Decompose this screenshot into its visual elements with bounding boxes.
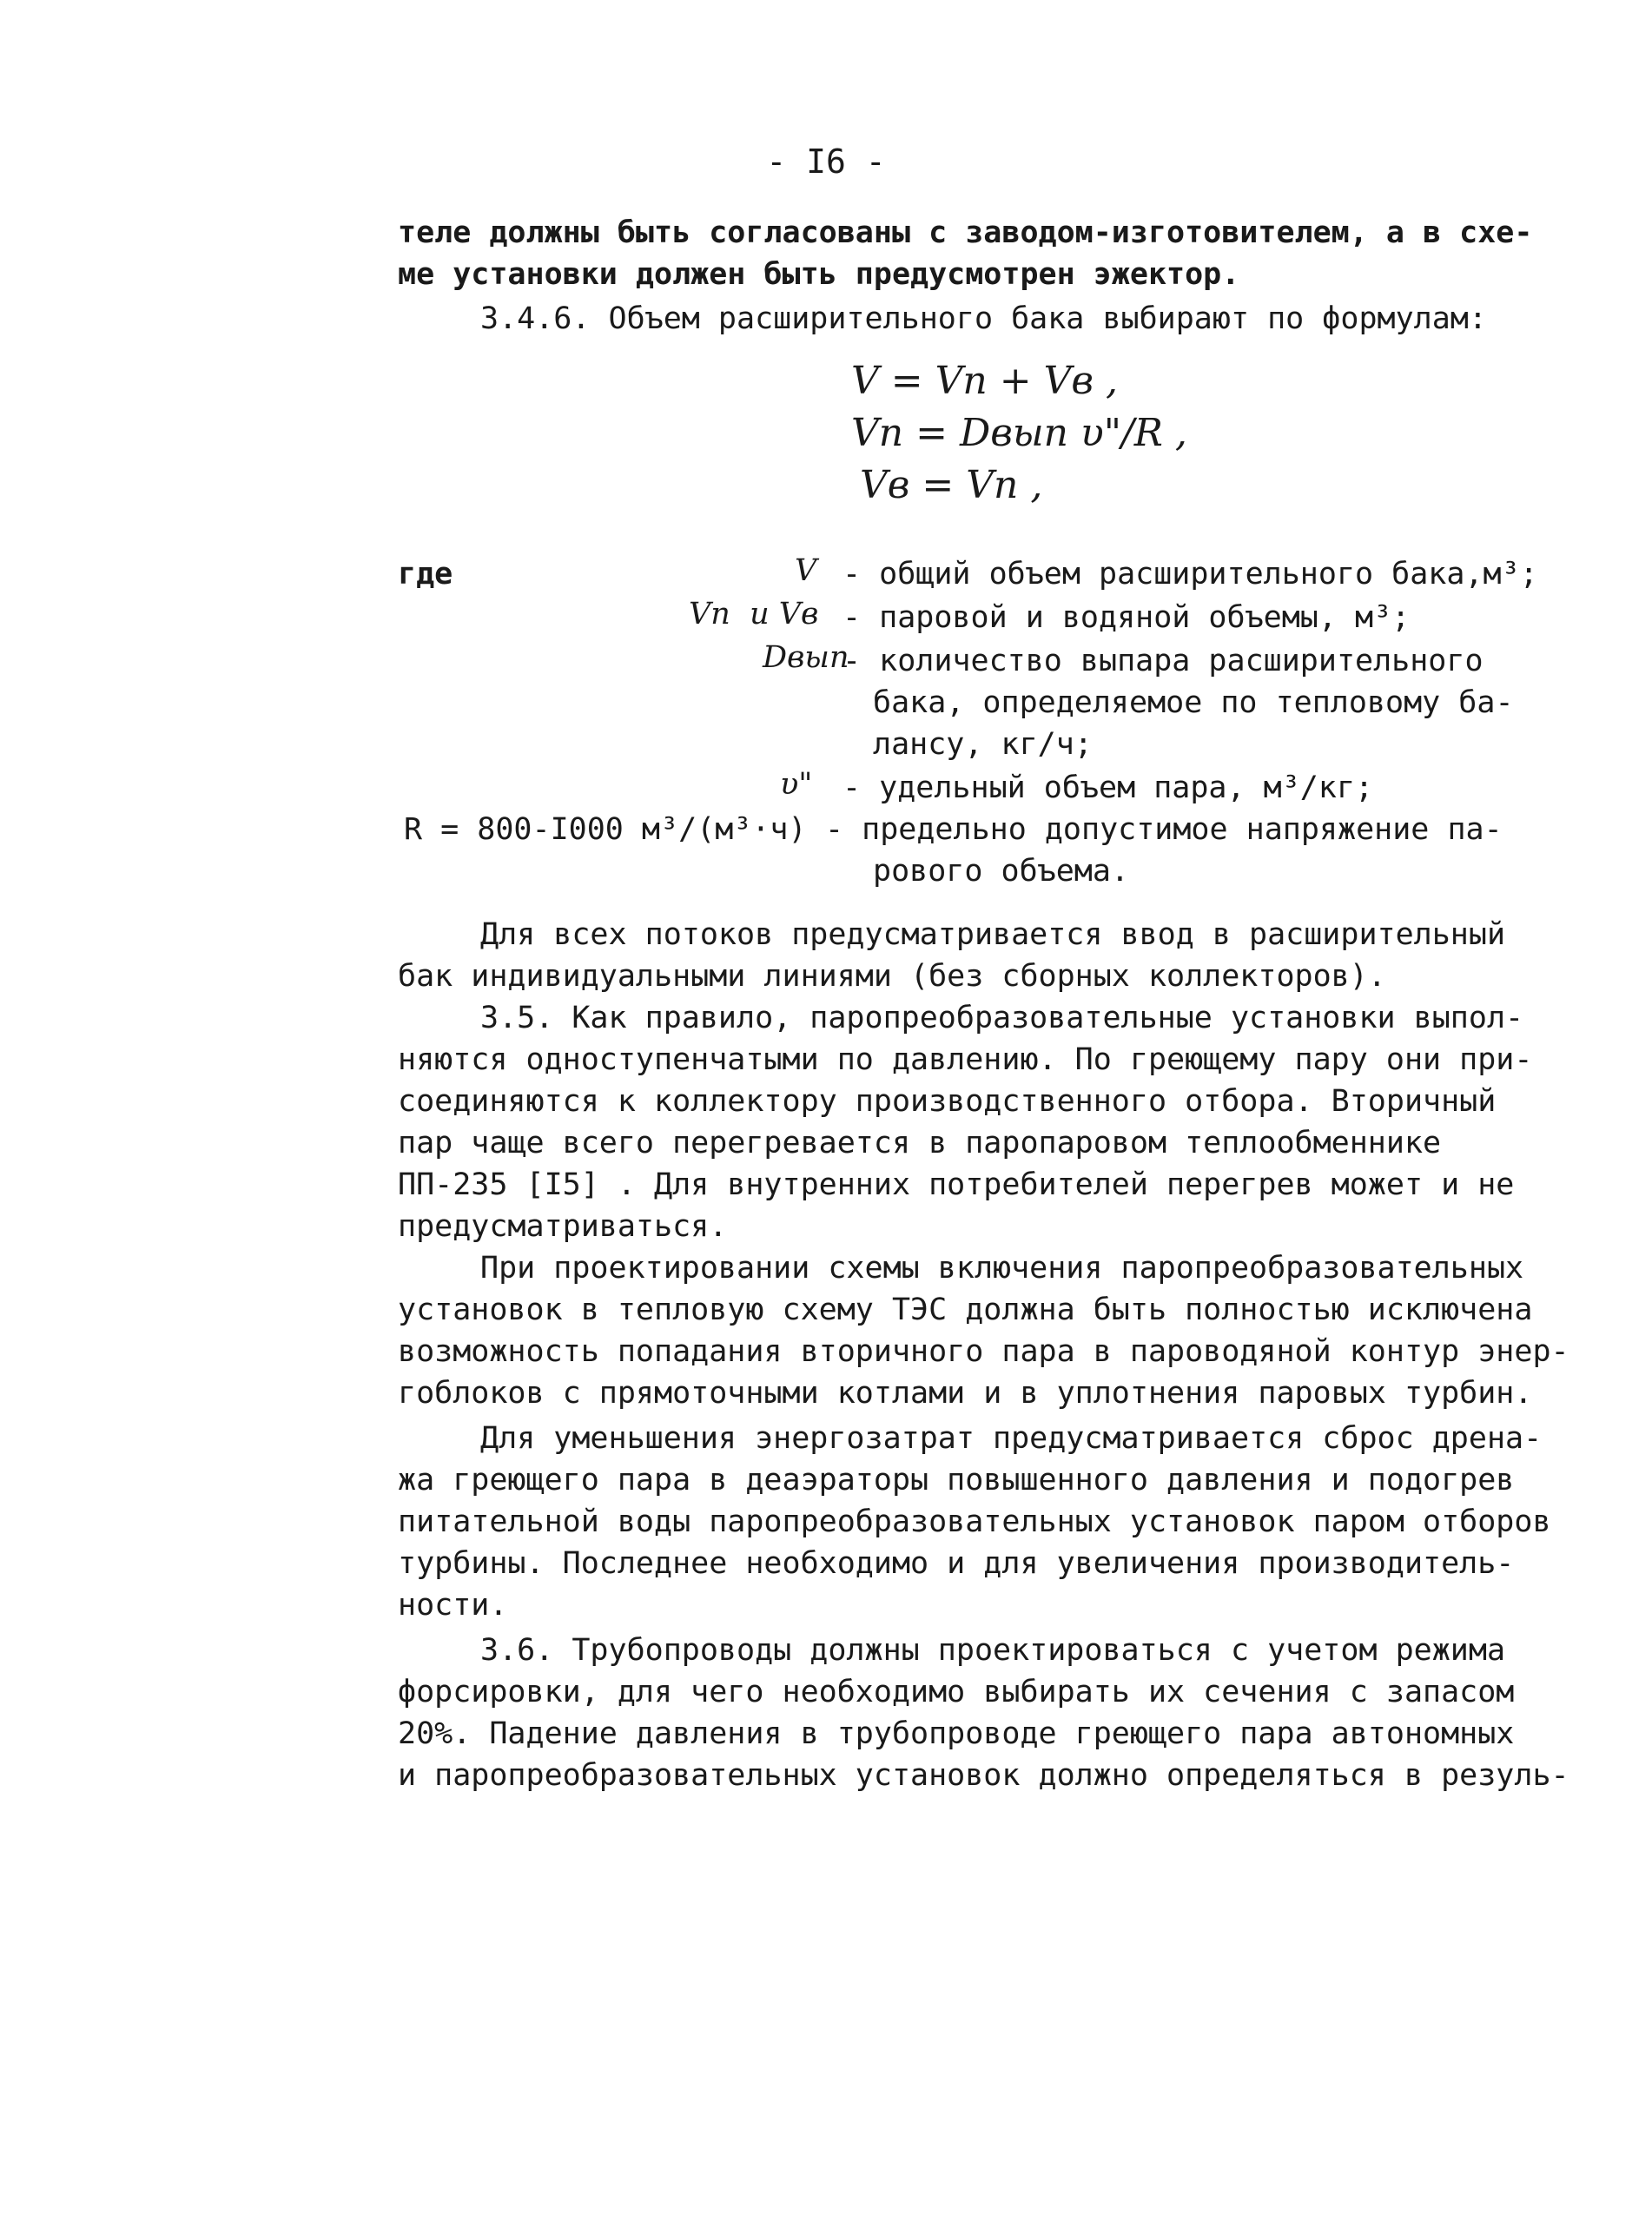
where-label: где	[398, 557, 453, 592]
formula-volume-total: V = Vп + Vв ,	[851, 359, 1118, 403]
formula-water-volume: Vв = Vп ,	[860, 463, 1043, 507]
definition-text: лансу, кг/ч;	[873, 727, 1093, 762]
text-line: предусматриваться.	[398, 1209, 728, 1244]
text-line: 20%. Падение давления в трубопроводе греющего пара автономных	[398, 1716, 1515, 1751]
text-line: няются одноступенчатыми по давлению. По греющему пару они при-	[398, 1042, 1533, 1077]
definition-text: рового объема.	[873, 854, 1130, 889]
text-line: и паропреобразовательных установок должно определяться в резуль-	[398, 1758, 1569, 1793]
definition-text: - количество выпара расширительного	[843, 644, 1483, 678]
text-line: ности.	[398, 1588, 508, 1623]
text-line: пар чаще всего перегревается в паропаровом теплообменнике	[398, 1126, 1442, 1160]
text-line: соединяются к коллектору производственного отбора. Вторичный	[398, 1084, 1497, 1119]
text-line: теле должны быть согласованы с заводом-изготовителем, а в схе-	[398, 215, 1533, 250]
definition-symbol: Vп и Vв	[689, 597, 819, 631]
definition-symbol: R = 800-I000 м³/(м³·ч)	[404, 812, 807, 847]
text-line: форсировки, для чего необходимо выбирать их сечения с запасом	[398, 1675, 1515, 1709]
definition-symbol: υ"	[780, 767, 813, 802]
definition-text: - общий объем расширительного бака,м³;	[843, 557, 1538, 592]
definition-symbol: V	[795, 553, 817, 588]
text-line: установок в тепловую схему ТЭС должна быть полностью исключена	[398, 1293, 1533, 1327]
text-line: При проектировании схемы включения паропреобразовательных	[480, 1251, 1524, 1286]
page-number: - I6 -	[766, 142, 886, 181]
section-heading-3-4-6: 3.4.6. Объем расширительного бака выбирают по формулам:	[480, 301, 1487, 336]
section-3-5-line: 3.5. Как правило, паропреобразовательные установки выпол-	[480, 1001, 1524, 1035]
text-line: турбины. Последнее необходимо и для увеличения производитель-	[398, 1546, 1515, 1581]
text-line: ме установки должен быть предусмотрен эжектор.	[398, 257, 1240, 292]
text-line: жа греющего пара в деаэраторы повышенного давления и подогрев	[398, 1463, 1515, 1498]
formula-vapor-volume: Vп = Dвып υ"/R ,	[851, 411, 1187, 455]
text-line: Для всех потоков предусматривается ввод в расширительный	[480, 917, 1506, 952]
definition-symbol: Dвып	[763, 640, 849, 675]
text-line: питательной воды паропреобразовательных установок паром отборов	[398, 1504, 1551, 1539]
text-line: Для уменьшения энергозатрат предусматривается сброс дрена-	[480, 1421, 1543, 1456]
section-3-6-line: 3.6. Трубопроводы должны проектироваться с учетом режима	[480, 1633, 1506, 1668]
definition-text: - паровой и водяной объемы, м³;	[843, 600, 1411, 635]
text-line: ПП-235 [I5] . Для внутренних потребителей перегрев может и не	[398, 1167, 1515, 1202]
definition-text: - предельно допустимое напряжение па-	[825, 812, 1503, 847]
text-line: возможность попадания вторичного пара в пароводяной контур энер-	[398, 1334, 1569, 1369]
text-line: гоблоков с прямоточными котлами и в уплотнения паровых турбин.	[398, 1376, 1533, 1411]
definition-text: - удельный объем пара, м³/кг;	[843, 770, 1374, 805]
text-line: бак индивидуальными линиями (без сборных коллекторов).	[398, 959, 1386, 994]
definition-text: бака, определяемое по тепловому ба-	[873, 685, 1514, 720]
